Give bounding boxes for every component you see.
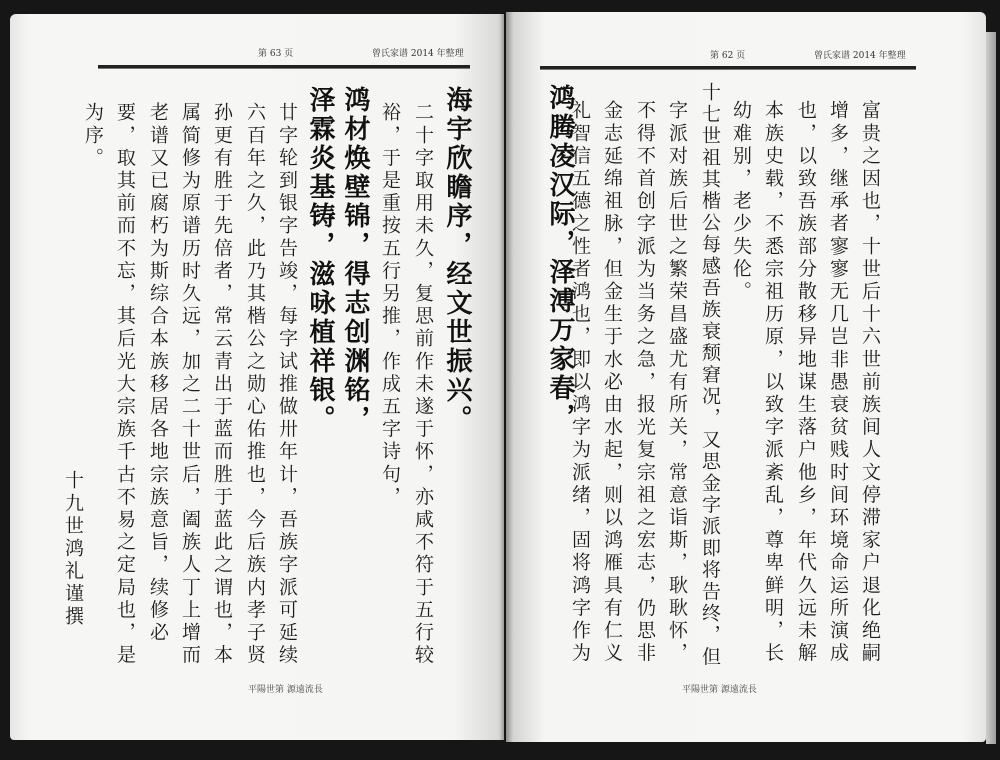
text-column: 鸿腾凌汉际，泽溥万家春，: [545, 84, 575, 432]
header-rule: [98, 65, 470, 69]
text-column: 也，以致吾族部分散移异地谋生落户他乡，年代久远未解: [795, 100, 817, 665]
right-page: [506, 12, 986, 742]
text-column: 不得不首创字派为当务之急，报光复宗祖之宏志，仍思非: [634, 100, 656, 665]
text-column: 鸿材焕壁锦，得志创渊铭，: [340, 86, 370, 434]
header-rule: [540, 66, 916, 70]
page-footer: 平陽世第 源遠流長: [248, 685, 323, 695]
text-column: 礼智信五德之性者鸿也，即以鸿字为派绪，固将鸿字作为: [569, 100, 591, 665]
signature: 十九世鸿礼谨撰: [62, 470, 84, 629]
page-number: 第 62 页: [710, 51, 746, 61]
header-title: 曾氏家谱 2014 年整理: [814, 51, 906, 61]
text-column: 金志延绵祖脉，但金生于水必由水起，则以鸿雁具有仁义: [601, 100, 623, 665]
text-column: 二十字取用未久，复思前作未遂于怀，亦咸不符于五行较: [412, 102, 434, 667]
text-column: 六百年之久，此乃其楷公之勋心佑推也，今后族内孝子贤: [244, 102, 266, 667]
text-column: 要，取其前而不忘，其后光大宗族千古不易之定局也，是: [114, 102, 136, 667]
text-column: 海宇欣瞻序，经文世振兴。: [442, 86, 472, 434]
page-edge: [986, 32, 996, 744]
text-column: 字派对族后世之繁荣昌盛尤有所关，常意诣斯，耿耿怀，: [666, 100, 688, 665]
page-footer: 平陽世第 源遠流長: [682, 685, 757, 695]
text-column: 廿字轮到银字告竣，每字试推做卅年计，吾族字派可延续: [276, 102, 298, 667]
text-column: 泽霖炎基铸，滋咏植祥银。: [305, 86, 335, 434]
text-column: 本族史载，不悉宗祖历原，以致字派紊乱，尊卑鲜明，长: [762, 100, 784, 665]
header-title: 曾氏家谱 2014 年整理: [372, 49, 464, 59]
page-number: 第 63 页: [258, 49, 294, 59]
text-column: 裕，于是重按五行另推，作成五字诗句，: [379, 102, 401, 509]
text-column: 属简修为原谱历时久远，加之二十世后，阖族人丁上增而: [179, 102, 201, 667]
text-column: 富贵之因也，十世后十六世前族间人文停滞家户退化绝嗣: [859, 100, 881, 665]
text-column: 十七世祖其楷公每感吾族衰颓窘况，又思金字派即将告终，但: [699, 82, 721, 668]
left-page: [10, 14, 504, 740]
text-column: 孙更有胜于先倍者，常云青出于蓝而胜于蓝此之谓也，本: [211, 102, 233, 667]
text-column: 幼难别，老少失伦。: [730, 100, 752, 304]
text-column: 增多，继承者寥寥无几岂非愚衰贫贱时间环境命运所演成: [827, 100, 849, 665]
text-column: 为序。: [82, 102, 104, 170]
text-column: 老谱又已腐朽为斯综合本族移居各地宗族意旨，续修必: [147, 102, 169, 645]
